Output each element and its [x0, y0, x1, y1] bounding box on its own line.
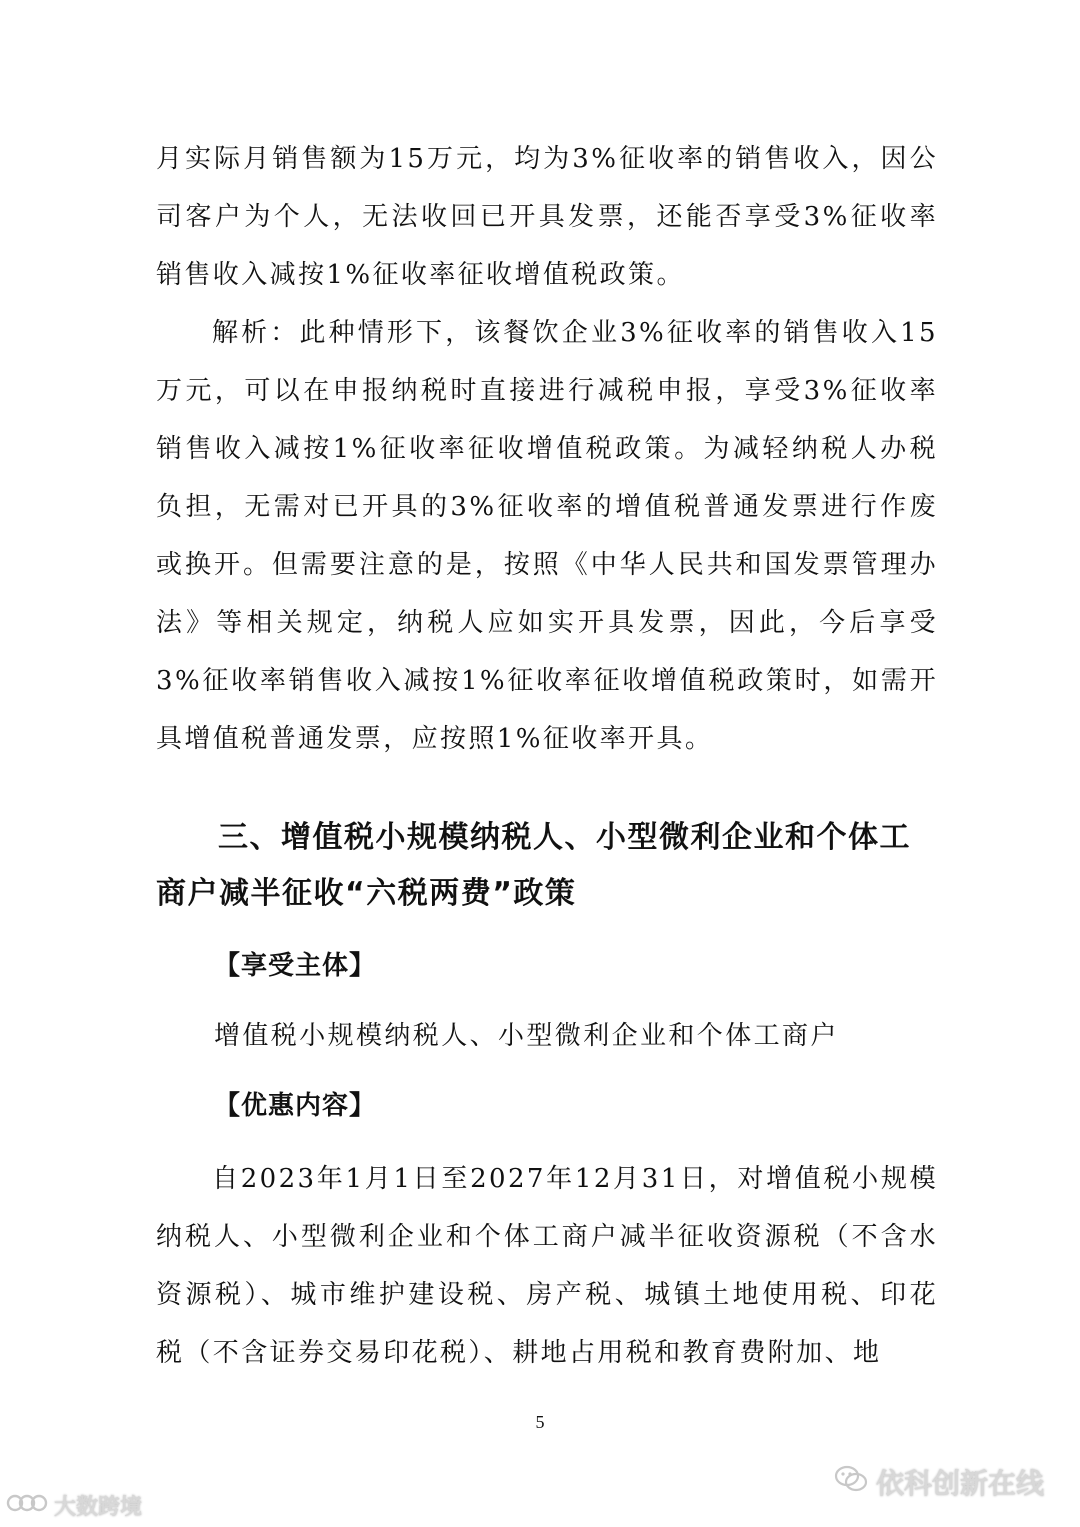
content-text: 自2023年1月1日至2027年12月31日，对增值税小规模纳税人、小型微利企业和个体工商户减半征收资源税（不含水资源税）、城市维护建设税、房产税、城镇土地使用税、印花税（不含证券交易印花税）、耕地占用税和教育费附加、地: [156, 1164, 938, 1368]
wechat-icon: [834, 1464, 868, 1501]
page-number: 5: [535, 1412, 545, 1432]
watermark-right-text: 依科创新在线: [875, 1467, 1044, 1500]
section-heading: 三、增值税小规模纳税人、小型微利企业和个体工商户减半征收“六税两费”政策: [156, 820, 911, 911]
watermark-left: [6, 1490, 142, 1521]
paragraph-question-continuation: 月实际月销售额为15万元，均为3%征收率的销售收入，因公司客户为个人，无法收回已开具发票，还能否享受3%征收率销售收入减按1%征收率征收增值税政策。: [156, 144, 938, 290]
paragraph-analysis: 解析：此种情形下，该餐饮企业3%征收率的销售收入15万元，可以在申报纳税时直接进行减税申报，享受3%征收率销售收入减按1%征收率征收增值税政策。为减轻纳税人办税负担，无需对已开具的3%征收率的增值税普通发票进行作废或换开。但需要注意的是，按照《中华人民共和国发票管理办法》等相关规定，纳税人应如实开具发票，因此，今后享受3%征收率销售收入减按1%征收率征收增值税政策时，如需开具增值税普通发票，应按照1%征收率开具。: [156, 318, 938, 754]
subject-text: 增值税小规模纳税人、小型微利企业和个体工商户: [214, 1021, 839, 1051]
subject-label: 【享受主体】: [214, 951, 377, 981]
watermark-right: [834, 1462, 1044, 1502]
brand-logo-icon: [6, 1491, 50, 1521]
watermark-left-text: 大数跨境: [54, 1495, 143, 1520]
content-label: 【优惠内容】: [214, 1091, 377, 1121]
